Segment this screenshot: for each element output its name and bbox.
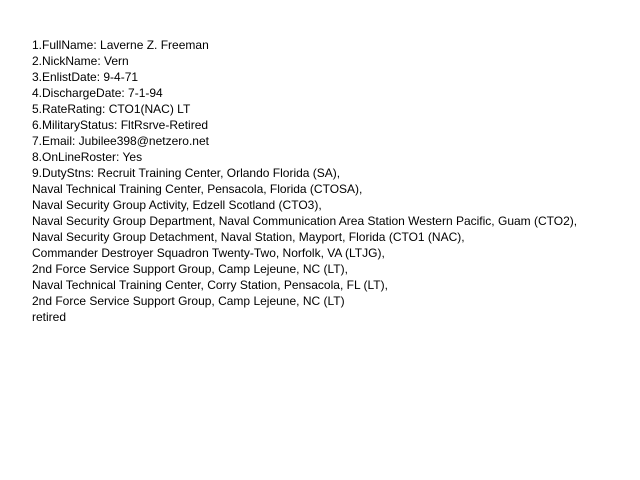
full-name-line: 1.FullName: Laverne Z. Freeman — [32, 38, 209, 52]
duty-stations-line: 9.DutyStns: Recruit Training Center, Orlando Florida (SA), — [32, 166, 341, 180]
nick-name-line: 2.NickName: Vern — [32, 54, 129, 68]
email-line: 7.Email: Jubilee398@netzero.net — [32, 134, 209, 148]
rate-rating-line: 5.RateRating: CTO1(NAC) LT — [32, 102, 191, 116]
duty-station-item: Naval Security Group Detachment, Naval Station, Mayport, Florida (CTO1 (NAC), — [32, 230, 465, 244]
military-status-line: 6.MilitaryStatus: FltRsrve-Retired — [32, 118, 209, 132]
online-roster-line: 8.OnLineRoster: Yes — [32, 150, 143, 164]
duty-station-item: Commander Destroyer Squadron Twenty-Two, Norfolk, VA (LTJG), — [32, 246, 385, 260]
duty-station-item: Naval Security Group Activity, Edzell Scotland (CTO3), — [32, 198, 322, 212]
duty-station-item: Naval Security Group Department, Naval Communication Area Station Western Pacific, Guam (CTO2), — [32, 214, 578, 228]
retired-note: retired — [32, 310, 67, 324]
member-record — [32, 37, 577, 325]
duty-station-item: Naval Technical Training Center, Pensacola, Florida (CTOSA), — [32, 182, 363, 196]
duty-station-item: 2nd Force Service Support Group, Camp Lejeune, NC (LT) — [32, 294, 345, 308]
duty-station-item: Naval Technical Training Center, Corry Station, Pensacola, FL (LT), — [32, 278, 388, 292]
enlist-date-line: 3.EnlistDate: 9-4-71 — [32, 70, 139, 84]
discharge-date-line: 4.DischargeDate: 7-1-94 — [32, 86, 163, 100]
duty-station-item: 2nd Force Service Support Group, Camp Lejeune, NC (LT), — [32, 262, 348, 276]
